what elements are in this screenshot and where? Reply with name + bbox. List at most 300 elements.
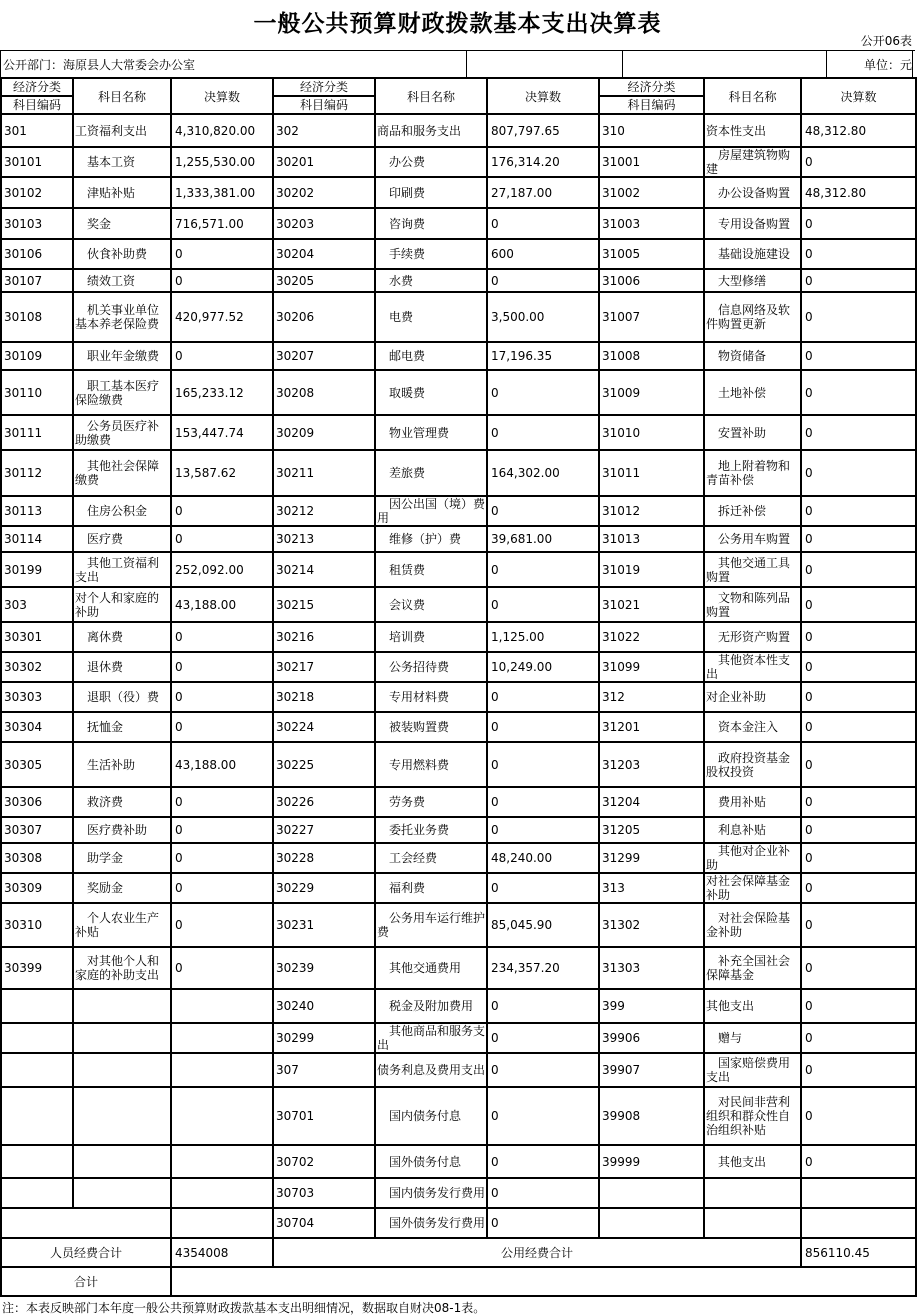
name-cell — [375, 652, 487, 682]
name-cell — [73, 147, 171, 177]
code-cell: 30215 — [273, 587, 375, 622]
value-cell: 0 — [487, 1087, 599, 1145]
name-cell — [704, 1023, 801, 1053]
code-cell: 30301 — [1, 622, 73, 652]
value-cell: 0 — [801, 652, 916, 682]
value-cell: 3,500.00 — [487, 292, 599, 342]
grand-total-label: 合计 — [1, 1267, 171, 1296]
value-cell: 165,233.12 — [171, 370, 273, 415]
code-cell: 31013 — [599, 526, 704, 552]
value-cell: 0 — [487, 817, 599, 843]
value-cell: 0 — [171, 239, 273, 269]
name-text: 住房公积金 — [87, 504, 148, 518]
value-cell: 4,310,820.00 — [171, 114, 273, 147]
name-text: 国家赔偿费用支出 — [706, 1056, 791, 1084]
name-cell — [375, 450, 487, 496]
value-cell: 0 — [171, 652, 273, 682]
value-cell: 0 — [801, 787, 916, 817]
name-text: 退休费 — [87, 660, 124, 674]
name-text: 安置补助 — [718, 425, 767, 440]
name-cell — [704, 1087, 801, 1145]
table-row — [1, 552, 916, 587]
code-cell: 30227 — [273, 817, 375, 843]
value-cell: 0 — [801, 947, 916, 989]
name-cell — [73, 903, 171, 947]
name-cell — [375, 415, 487, 450]
value-cell: 0 — [171, 712, 273, 742]
value-cell: 0 — [801, 1023, 916, 1053]
code-cell: 30306 — [1, 787, 73, 817]
table-row — [1, 496, 916, 526]
name-text: 费用补贴 — [718, 795, 767, 809]
name-cell — [375, 989, 487, 1023]
name-cell — [704, 989, 801, 1023]
code-cell: 30704 — [273, 1208, 375, 1238]
value-cell: 0 — [171, 903, 273, 947]
name-text: 基本工资 — [87, 155, 136, 169]
code-cell — [1, 1053, 73, 1087]
name-cell — [73, 989, 171, 1023]
code-cell: 30307 — [1, 817, 73, 843]
name-text: 公务用车运行维护费 — [377, 911, 486, 939]
code-cell: 30114 — [1, 526, 73, 552]
name-cell — [73, 1178, 171, 1208]
name-text: 离休费 — [87, 630, 124, 644]
value-cell: 0 — [171, 843, 273, 873]
name-text: 因公出国（境）费用 — [377, 497, 486, 525]
code-cell — [1, 1145, 73, 1178]
name-cell — [73, 587, 171, 622]
name-text: 办公费 — [389, 155, 426, 169]
name-cell — [704, 817, 801, 843]
name-text: 福利费 — [389, 881, 426, 895]
personnel-total-label: 人员经费合计 — [1, 1238, 171, 1267]
name-text: 被装购置费 — [389, 720, 450, 734]
header-name-col2: 科目名称 — [375, 78, 487, 114]
name-text: 对其他个人和家庭的补助支出 — [75, 954, 160, 982]
name-cell — [73, 114, 171, 147]
code-cell: 30701 — [273, 1087, 375, 1145]
name-cell — [704, 903, 801, 947]
table-note: 注：本表反映部门本年度一般公共预算财政拨款基本支出明细情况，数据取自财决08-1表。 — [2, 1301, 486, 1315]
name-text: 对社会保障基金补助 — [706, 874, 791, 902]
name-cell — [73, 370, 171, 415]
header-code-col2 — [273, 78, 375, 114]
header-code-col3 — [599, 78, 704, 114]
name-text: 其他资本性支出 — [706, 653, 791, 681]
table-row — [1, 1145, 916, 1178]
name-text: 专用燃料费 — [389, 757, 450, 772]
value-cell: 0 — [801, 415, 916, 450]
value-cell: 0 — [487, 370, 599, 415]
name-text: 资本性支出 — [706, 123, 767, 138]
value-cell: 0 — [801, 1145, 916, 1178]
name-text: 公务用车购置 — [718, 532, 791, 546]
name-cell — [704, 682, 801, 712]
name-cell — [704, 292, 801, 342]
name-text: 差旅费 — [389, 466, 426, 480]
value-cell: 1,125.00 — [487, 622, 599, 652]
name-cell — [704, 947, 801, 989]
value-cell: 0 — [487, 1145, 599, 1178]
name-text: 救济费 — [87, 795, 124, 809]
name-cell — [375, 903, 487, 947]
name-cell — [704, 370, 801, 415]
value-cell: 13,587.62 — [171, 450, 273, 496]
name-text: 印刷费 — [389, 185, 426, 200]
name-cell — [704, 114, 801, 147]
name-cell — [73, 682, 171, 712]
name-cell — [73, 450, 171, 496]
name-text: 其他支出 — [706, 999, 755, 1013]
name-text: 助学金 — [87, 851, 124, 865]
value-cell: 716,571.00 — [171, 208, 273, 239]
code-cell: 30299 — [273, 1023, 375, 1053]
code-cell: 303 — [1, 587, 73, 622]
value-cell — [171, 1087, 273, 1145]
name-cell — [375, 269, 487, 292]
name-cell — [704, 496, 801, 526]
value-cell: 0 — [487, 989, 599, 1023]
table-row — [1, 450, 916, 496]
table-row — [1, 239, 916, 269]
code-cell: 30228 — [273, 843, 375, 873]
name-cell — [73, 843, 171, 873]
name-text: 商品和服务支出 — [377, 123, 462, 138]
name-cell — [73, 342, 171, 370]
name-text: 基础设施建设 — [718, 247, 791, 261]
code-cell: 31009 — [599, 370, 704, 415]
code-cell: 31303 — [599, 947, 704, 989]
code-cell: 30308 — [1, 843, 73, 873]
grand-total-row — [1, 1267, 916, 1296]
value-cell: 0 — [801, 370, 916, 415]
value-cell: 0 — [171, 496, 273, 526]
header-code-line2: 科目编码 — [2, 95, 72, 113]
value-cell: 234,357.20 — [487, 947, 599, 989]
code-cell: 30108 — [1, 292, 73, 342]
name-text: 国内债务付息 — [389, 1109, 462, 1123]
name-text: 其他商品和服务支出 — [377, 1024, 486, 1052]
value-cell: 39,681.00 — [487, 526, 599, 552]
name-text: 国外债务发行费用 — [389, 1216, 486, 1230]
name-cell — [704, 526, 801, 552]
value-cell: 0 — [801, 843, 916, 873]
value-cell: 0 — [171, 622, 273, 652]
grid-line — [826, 51, 827, 77]
name-cell — [375, 496, 487, 526]
value-cell: 0 — [171, 269, 273, 292]
code-cell: 31299 — [599, 843, 704, 873]
name-cell — [704, 208, 801, 239]
code-cell: 30217 — [273, 652, 375, 682]
value-cell: 252,092.00 — [171, 552, 273, 587]
value-cell: 0 — [487, 496, 599, 526]
value-cell: 85,045.90 — [487, 903, 599, 947]
code-cell: 310 — [599, 114, 704, 147]
grid-line — [622, 51, 623, 77]
code-cell: 31204 — [599, 787, 704, 817]
value-cell: 0 — [801, 239, 916, 269]
table-row — [1, 652, 916, 682]
table-row — [1, 415, 916, 450]
table-row — [1, 903, 916, 947]
code-cell: 30303 — [1, 682, 73, 712]
table-row — [1, 989, 916, 1023]
code-cell: 30302 — [1, 652, 73, 682]
name-text: 对企业补助 — [706, 690, 767, 704]
table-body — [1, 114, 916, 1238]
value-cell: 420,977.52 — [171, 292, 273, 342]
name-text: 无形资产购置 — [718, 630, 791, 644]
name-cell — [704, 1053, 801, 1087]
code-cell: 31005 — [599, 239, 704, 269]
value-cell — [171, 1178, 273, 1208]
value-cell: 0 — [801, 682, 916, 712]
code-cell: 30214 — [273, 552, 375, 587]
name-text: 会议费 — [389, 597, 426, 612]
name-cell — [375, 292, 487, 342]
name-text: 邮电费 — [389, 349, 426, 363]
name-cell — [704, 622, 801, 652]
public-total-value: 856110.45 — [801, 1238, 916, 1267]
value-cell: 0 — [801, 147, 916, 177]
name-cell — [375, 1145, 487, 1178]
table-row — [1, 177, 916, 208]
name-cell — [73, 208, 171, 239]
value-cell: 0 — [801, 1087, 916, 1145]
name-cell — [375, 712, 487, 742]
title-band — [0, 0, 915, 50]
value-cell: 27,187.00 — [487, 177, 599, 208]
table-row — [1, 712, 916, 742]
code-cell: 30702 — [273, 1145, 375, 1178]
value-cell — [171, 1145, 273, 1178]
name-cell — [704, 147, 801, 177]
table-row — [1, 147, 916, 177]
name-cell — [375, 147, 487, 177]
code-cell: 30206 — [273, 292, 375, 342]
value-cell: 0 — [801, 342, 916, 370]
name-text: 对社会保险基金补助 — [706, 911, 791, 939]
name-text: 工会经费 — [389, 851, 438, 865]
code-cell: 399 — [599, 989, 704, 1023]
name-cell — [375, 873, 487, 903]
name-cell — [375, 1053, 487, 1087]
name-cell — [704, 652, 801, 682]
name-cell — [375, 342, 487, 370]
value-cell: 0 — [801, 712, 916, 742]
name-cell — [375, 1087, 487, 1145]
value-cell: 0 — [487, 1053, 599, 1087]
code-cell: 31008 — [599, 342, 704, 370]
value-cell: 0 — [487, 1208, 599, 1238]
table-row — [1, 292, 916, 342]
personnel-total-value: 4354008 — [171, 1238, 273, 1267]
name-cell — [73, 947, 171, 989]
header-value-col3: 决算数 — [801, 78, 916, 114]
name-cell — [73, 1087, 171, 1145]
name-text: 对民间非营利组织和群众性自治组织补贴 — [706, 1095, 791, 1137]
code-cell: 39906 — [599, 1023, 704, 1053]
header-code-line1: 经济分类 — [627, 80, 676, 94]
name-cell — [375, 526, 487, 552]
name-text: 其他交通工具购置 — [706, 555, 791, 584]
value-cell: 0 — [487, 552, 599, 587]
table-row — [1, 682, 916, 712]
name-cell — [375, 1208, 487, 1238]
code-cell: 30102 — [1, 177, 73, 208]
unit-label: 单位：元 — [863, 58, 912, 72]
code-cell: 30231 — [273, 903, 375, 947]
name-text: 劳务费 — [389, 795, 426, 809]
code-cell: 30208 — [273, 370, 375, 415]
header-name-col1: 科目名称 — [73, 78, 171, 114]
name-text: 土地补偿 — [718, 385, 767, 400]
name-cell — [73, 415, 171, 450]
value-cell: 0 — [801, 873, 916, 903]
name-cell — [704, 873, 801, 903]
value-cell: 0 — [801, 903, 916, 947]
code-cell: 30305 — [1, 742, 73, 787]
name-cell — [73, 177, 171, 208]
name-text: 抚恤金 — [87, 720, 124, 734]
name-cell — [375, 114, 487, 147]
code-cell: 31205 — [599, 817, 704, 843]
value-cell — [171, 1053, 273, 1087]
name-text: 个人农业生产补贴 — [75, 911, 160, 939]
name-cell — [704, 450, 801, 496]
code-cell — [1, 989, 73, 1023]
value-cell: 0 — [487, 587, 599, 622]
name-cell — [73, 817, 171, 843]
code-cell: 30106 — [1, 239, 73, 269]
name-text: 物业管理费 — [389, 425, 450, 440]
code-cell: 30209 — [273, 415, 375, 450]
value-cell: 0 — [801, 989, 916, 1023]
code-cell: 39908 — [599, 1087, 704, 1145]
table-row — [1, 1208, 916, 1238]
table-row — [1, 1023, 916, 1053]
value-cell: 0 — [487, 787, 599, 817]
code-cell: 30211 — [273, 450, 375, 496]
value-cell: 0 — [171, 817, 273, 843]
name-text: 大型修缮 — [718, 273, 767, 288]
code-cell: 302 — [273, 114, 375, 147]
code-cell: 30207 — [273, 342, 375, 370]
table-row — [1, 526, 916, 552]
code-cell: 31002 — [599, 177, 704, 208]
name-cell — [375, 208, 487, 239]
name-cell — [704, 269, 801, 292]
code-cell: 30229 — [273, 873, 375, 903]
name-text: 手续费 — [389, 247, 426, 261]
code-cell: 307 — [273, 1053, 375, 1087]
name-cell — [375, 239, 487, 269]
code-cell: 31021 — [599, 587, 704, 622]
name-text: 公务招待费 — [389, 660, 450, 674]
grand-total-empty-cell — [171, 1267, 916, 1296]
value-cell: 0 — [801, 269, 916, 292]
name-cell — [375, 1178, 487, 1208]
name-cell — [375, 552, 487, 587]
value-cell — [801, 1208, 916, 1238]
code-cell: 30199 — [1, 552, 73, 587]
value-cell: 0 — [801, 450, 916, 496]
table-row — [1, 114, 916, 147]
code-cell: 30213 — [273, 526, 375, 552]
name-text: 公务员医疗补助缴费 — [75, 418, 160, 447]
code-cell: 31001 — [599, 147, 704, 177]
value-cell: 0 — [487, 208, 599, 239]
name-text: 租赁费 — [389, 562, 426, 577]
name-text: 信息网络及软件购置更新 — [706, 303, 791, 331]
value-cell: 0 — [487, 1023, 599, 1053]
name-text: 电费 — [389, 310, 414, 324]
value-cell: 0 — [801, 817, 916, 843]
name-cell — [73, 652, 171, 682]
name-cell — [73, 742, 171, 787]
name-text: 津贴补贴 — [87, 185, 136, 200]
value-cell: 48,312.80 — [801, 114, 916, 147]
name-text: 伙食补助费 — [87, 247, 148, 261]
value-cell: 0 — [801, 208, 916, 239]
code-cell: 30310 — [1, 903, 73, 947]
table-row — [1, 1178, 916, 1208]
code-cell: 30216 — [273, 622, 375, 652]
table-row — [1, 208, 916, 239]
name-text: 利息补贴 — [718, 823, 767, 837]
value-cell: 43,188.00 — [171, 587, 273, 622]
name-text: 其他支出 — [718, 1154, 767, 1169]
public-total-label: 公用经费合计 — [273, 1238, 801, 1267]
code-cell: 30113 — [1, 496, 73, 526]
code-cell: 30399 — [1, 947, 73, 989]
name-text: 税金及附加费用 — [389, 999, 474, 1013]
personnel-total-row — [1, 1238, 916, 1267]
name-text: 退职（役）费 — [87, 690, 160, 704]
name-cell — [73, 787, 171, 817]
name-cell — [375, 682, 487, 712]
header-code-line1: 经济分类 — [299, 80, 348, 94]
value-cell — [171, 989, 273, 1023]
value-cell: 0 — [487, 742, 599, 787]
value-cell: 176,314.20 — [487, 147, 599, 177]
name-text: 机关事业单位基本养老保险费 — [75, 303, 160, 331]
grid-line — [466, 51, 467, 77]
name-cell — [375, 817, 487, 843]
name-cell — [704, 342, 801, 370]
value-cell: 164,302.00 — [487, 450, 599, 496]
sheet-number: 公开06表 — [860, 34, 912, 48]
header-code-line1: 经济分类 — [12, 80, 61, 94]
code-cell: 30224 — [273, 712, 375, 742]
code-cell: 30309 — [1, 873, 73, 903]
code-cell: 31007 — [599, 292, 704, 342]
name-text: 取暖费 — [389, 385, 426, 400]
value-cell — [171, 1208, 273, 1238]
name-cell — [375, 742, 487, 787]
header-code-col1 — [1, 78, 73, 114]
code-cell: 31010 — [599, 415, 704, 450]
code-cell: 301 — [1, 114, 73, 147]
code-cell: 31012 — [599, 496, 704, 526]
table-row — [1, 817, 916, 843]
value-cell: 0 — [171, 947, 273, 989]
code-cell: 31006 — [599, 269, 704, 292]
name-text: 工资福利支出 — [75, 123, 148, 138]
code-cell: 30218 — [273, 682, 375, 712]
